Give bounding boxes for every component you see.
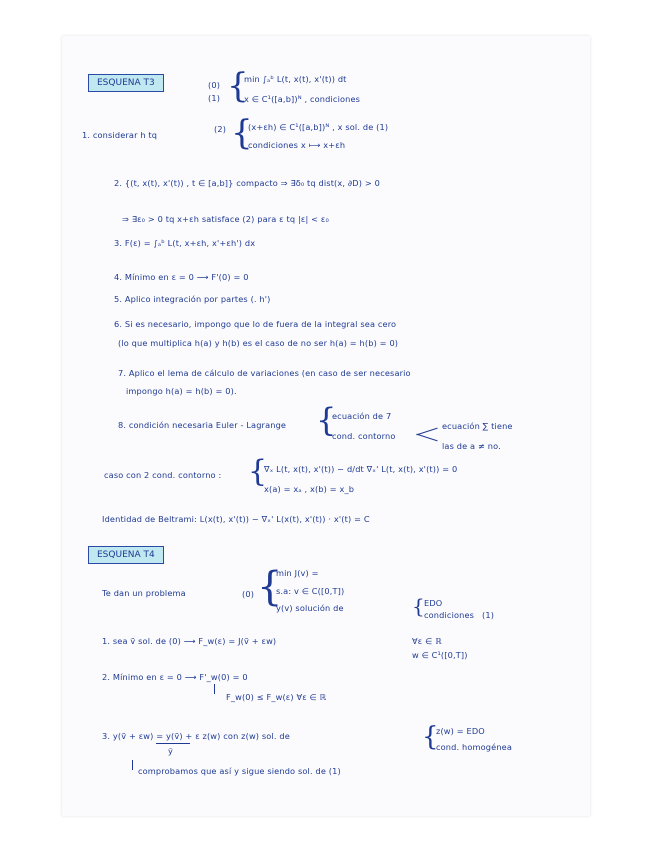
brace: { (257, 564, 283, 610)
t3-step6-b: (lo que multiplica h(a) y h(b) es el caso de no ser h(a) = h(b) = 0) (118, 338, 399, 348)
t3-step5: 5. Aplico integración por partes (. h') (114, 294, 271, 304)
t4-step1-r1: ∀ε ∈ ℝ (412, 636, 442, 646)
notebook-page (62, 36, 590, 816)
t3-case-a: ∇ₓ L(t, x(t), x'(t)) − d/dt ∇ₓ' L(t, x(t), x'(t)) = 0 (264, 464, 458, 474)
arrow-stem (132, 760, 134, 770)
t3-step8-branch2: las de a ≠ no. (442, 441, 501, 451)
t4-p0-b: s.a: v ∈ C([0,T]) (276, 586, 345, 596)
t4-step1-r2: w ∈ C¹([0,T]) (412, 650, 468, 660)
t3-step7-b: impongo h(a) = h(b) = 0). (126, 386, 237, 396)
t3-step1-label: (2) (214, 124, 227, 134)
t4-p0-d1: EDO (424, 598, 443, 608)
t4-step3-ytilde: ỹ (168, 746, 173, 756)
t3-p1-eq: x ∈ C¹([a,b])ᴺ , condiciones (244, 94, 361, 104)
t4-step2-b: F_w(0) ≤ F_w(ε) ∀ε ∈ ℝ (226, 692, 327, 702)
t3-step3: 3. F(ε) = ∫ₐᵇ L(t, x+εh, x'+εh') dx (114, 238, 256, 248)
brace: { (231, 113, 253, 153)
t3-p1-label: (1) (208, 93, 221, 103)
section-title-t3: ESQUENA T3 (88, 74, 164, 92)
t4-p0-a: min J(v) = (276, 568, 319, 578)
t3-step1-lead: 1. considerar h tq (82, 130, 158, 140)
t3-case-b: x(a) = xₐ , x(b) = x_b (264, 484, 355, 494)
t3-step2-b: ⇒ ∃ε₀ > 0 tq x+εh satisface (2) para ε tq |ε| < ε₀ (122, 214, 329, 224)
t4-step3-r1: z(w) = EDO (436, 726, 485, 736)
t4-step1: 1. sea ṽ sol. de (0) ⟶ F_w(ε) = J(ṽ + εw) (102, 636, 277, 646)
t3-step1-a: (x+εh) ∈ C¹([a,b])ᴺ , x sol. de (1) (248, 122, 389, 132)
t4-step3-r2: cond. homogénea (436, 742, 513, 752)
branch-down-line (416, 434, 437, 442)
t3-p0-eq: min ∫ₐᵇ L(t, x(t), x'(t)) dt (244, 74, 347, 84)
t4-p0-d2: condiciones (424, 610, 475, 620)
t3-step4: 4. Mínimo en ε = 0 ⟶ F'(0) = 0 (114, 272, 249, 282)
brace: { (248, 454, 268, 489)
t4-p0-tag: (1) (482, 610, 495, 620)
brace: { (316, 401, 337, 439)
t3-step8-top: ecuación de 7 (332, 411, 392, 421)
t3-step7-a: 7. Aplico el lema de cálculo de variaciones (en caso de ser necesario (118, 368, 411, 378)
t3-step8-lead: 8. condición necesaria Euler - Lagrange (118, 420, 287, 430)
underline (156, 743, 190, 744)
t3-step8-branch1: ecuación ∑ tiene (442, 421, 513, 431)
arrow-stem (214, 684, 216, 694)
t4-step3-c: comprobamos que así y sigue siendo sol. de (1) (138, 766, 341, 776)
section-title-t4: ESQUENA T4 (88, 546, 164, 564)
t3-beltrami: Identidad de Beltrami: L(x(t), x'(t)) − ∇ₓ' L(x(t), x'(t)) · x'(t) = C (102, 514, 370, 524)
t3-step8-bottom: cond. contorno (332, 431, 396, 441)
brace: { (412, 594, 425, 618)
t4-intro: Te dan un problema (102, 588, 186, 598)
t4-p0-c: y(v) solución de (276, 603, 344, 613)
t4-p0-label: (0) (242, 589, 255, 599)
brace: { (422, 722, 439, 752)
t3-step6-a: 6. Si es necesario, impongo que lo de fuera de la integral sea cero (114, 319, 397, 329)
brace: { (227, 66, 249, 106)
t3-p0-label: (0) (208, 80, 221, 90)
t4-step3-a: 3. y(ṽ + εw) = y(ṽ) + ε z(w) con z(w) sol. de (102, 731, 290, 741)
t3-step1-b: condiciones x ⟼ x+εh (248, 140, 346, 150)
t3-case-lead: caso con 2 cond. contorno : (104, 470, 222, 480)
t4-step2-a: 2. Mínimo en ε = 0 ⟶ F'_w(0) = 0 (102, 672, 248, 682)
t3-step2-a: 2. {(t, x(t), x'(t)) , t ∈ [a,b]} compacto ⇒ ∃δ₀ tq dist(x, ∂D) > 0 (114, 178, 380, 188)
